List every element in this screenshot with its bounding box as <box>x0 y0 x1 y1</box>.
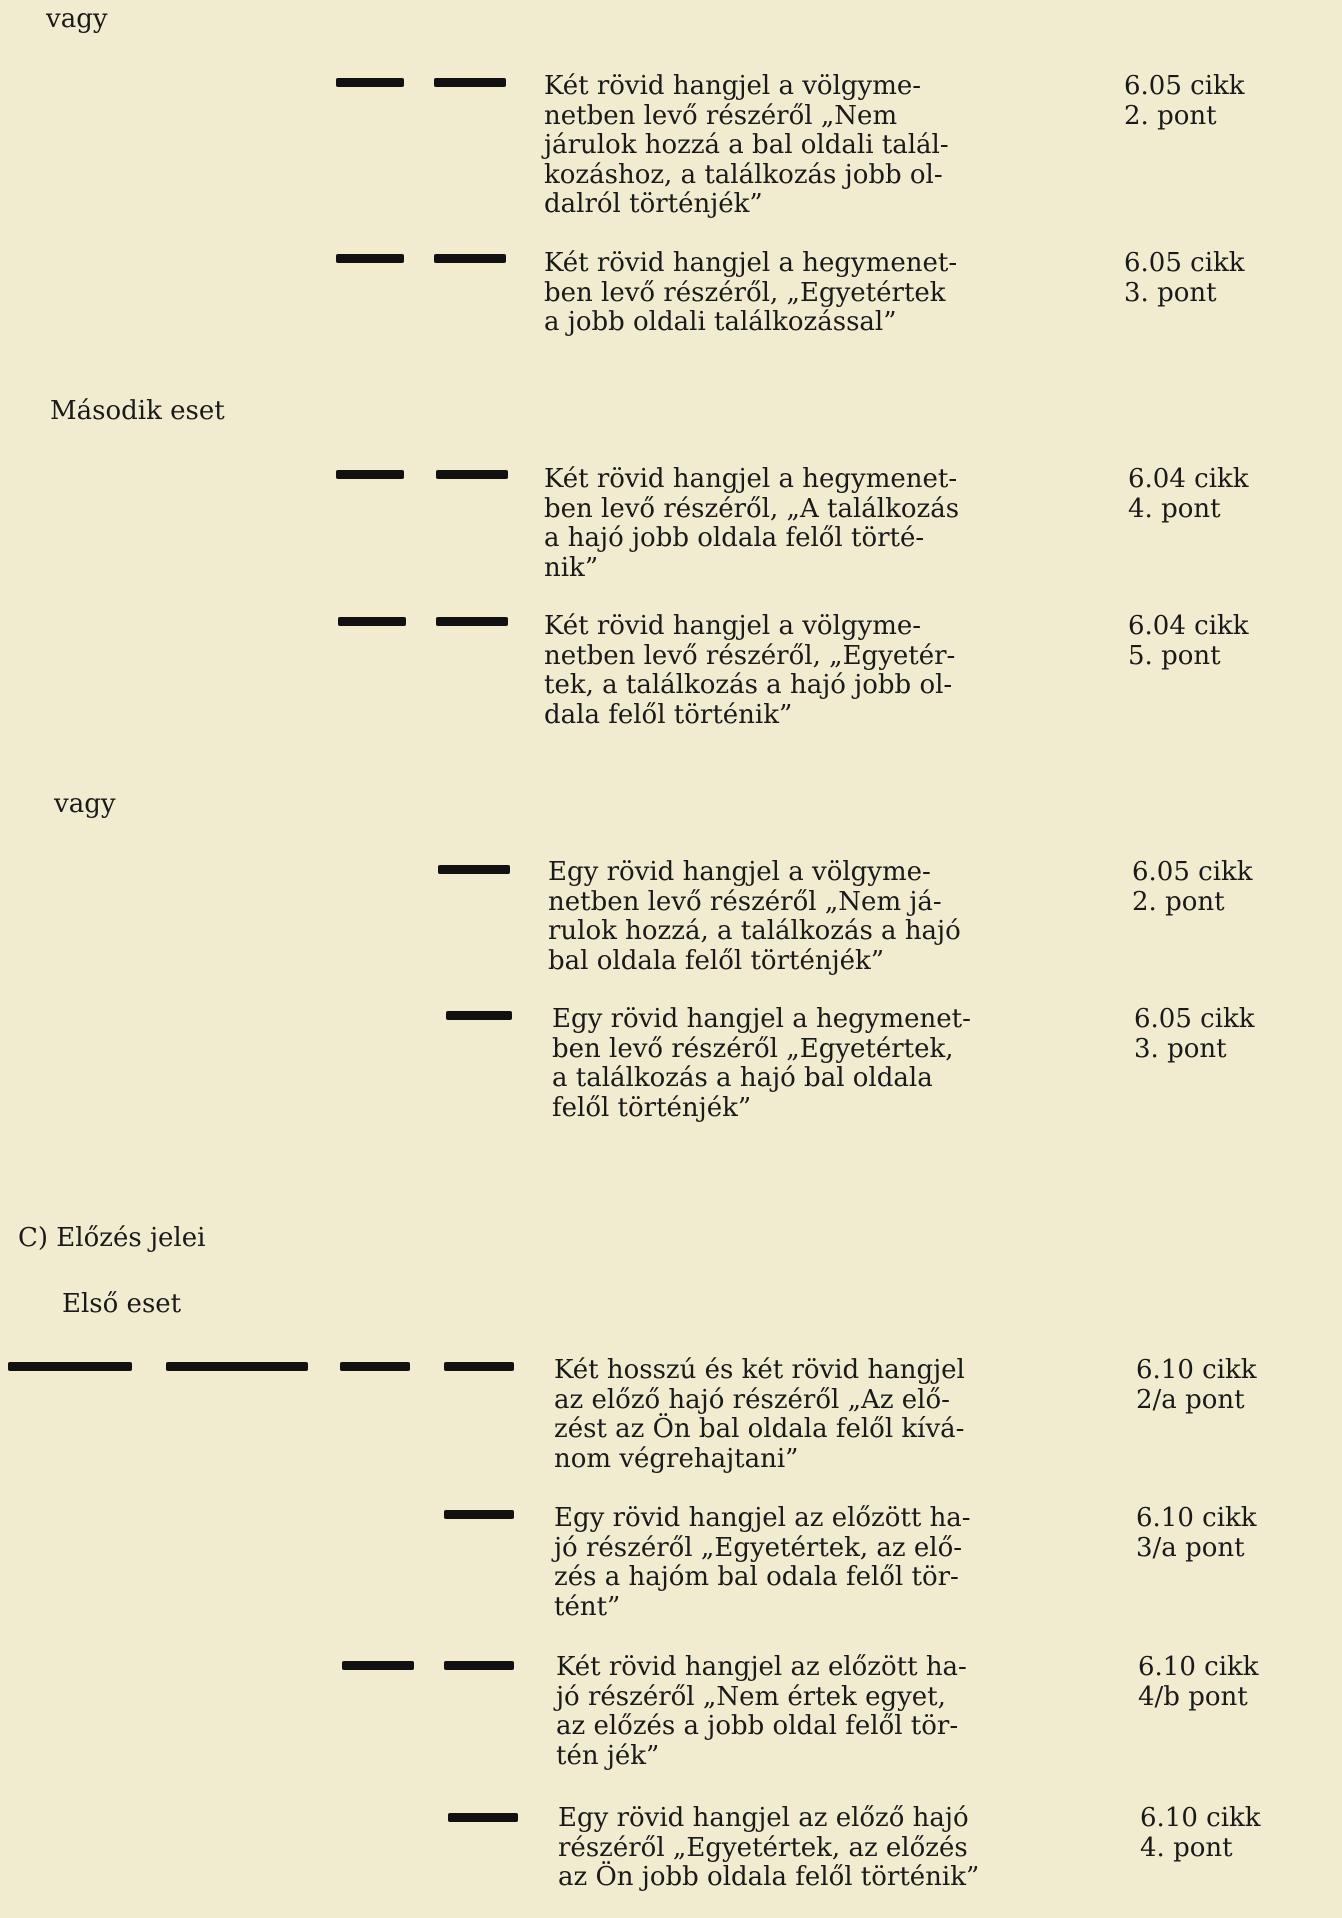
signal-description: Két rövid hangjel a hegymenet- ben levő részéről, „A találkozás a hajó jobb oldala felől törté- nik” <box>544 464 960 583</box>
signal-description: Egy rövid hangjel az előzött ha- jó részéről „Egyetértek, az elő- zés a hajóm bal odala felől tör- tént” <box>554 1503 971 1622</box>
short-signal-dash <box>338 617 406 626</box>
signal-description: Két rövid hangjel a völgyme- netben levő részéről „Nem járulok hozzá a bal oldali talál- kozáshoz, a találkozás jobb ol- dalról történjék” <box>544 71 949 219</box>
signal-description: Két rövid hangjel a hegymenet- ben levő részéről, „Egyetértek a jobb oldali találkozással” <box>544 248 958 337</box>
rule-reference: 6.10 cikk 2/a pont <box>1136 1355 1257 1415</box>
short-signal-dash <box>436 617 508 626</box>
signal-description: Két hosszú és két rövid hangjel az előző hajó részéről „Az elő- zést az Ön bal oldala felől kívá- nom végrehajtani” <box>554 1355 965 1474</box>
heading-elso-eset: Első eset <box>62 1289 182 1319</box>
heading-vagy-2: vagy <box>54 789 116 819</box>
short-signal-dash <box>448 1813 518 1822</box>
signal-description: Egy rövid hangjel a hegymenet- ben levő részéről „Egyetértek, a találkozás a hajó bal oldala felől történjék” <box>552 1004 971 1123</box>
signal-description: Két rövid hangjel az előzött ha- jó részéről „Nem értek egyet, az előzés a jobb oldal felől tör- tén jék” <box>556 1652 967 1771</box>
short-signal-dash <box>444 1661 514 1670</box>
short-signal-dash <box>336 78 404 87</box>
short-signal-dash <box>446 1011 512 1020</box>
short-signal-dash <box>436 470 508 479</box>
rule-reference: 6.05 cikk 2. pont <box>1132 857 1253 917</box>
short-signal-dash <box>444 1510 514 1519</box>
short-signal-dash <box>444 1362 514 1371</box>
short-signal-dash <box>336 254 404 263</box>
heading-masodik-eset: Második eset <box>50 396 225 426</box>
rule-reference: 6.10 cikk 4. pont <box>1140 1803 1261 1863</box>
long-signal-dash <box>166 1362 308 1371</box>
signal-description: Egy rövid hangjel az előző hajó részéről „Egyetértek, az előzés az Ön jobb oldala felől történik” <box>558 1803 980 1892</box>
signal-description: Két rövid hangjel a völgyme- netben levő részéről, „Egyetér- tek, a találkozás a hajó jobb ol- dala felől történik” <box>544 611 956 730</box>
long-signal-dash <box>8 1362 132 1371</box>
rule-reference: 6.04 cikk 4. pont <box>1128 464 1249 524</box>
rule-reference: 6.10 cikk 4/b pont <box>1138 1652 1259 1712</box>
short-signal-dash <box>336 470 404 479</box>
short-signal-dash <box>434 254 506 263</box>
short-signal-dash <box>438 865 510 874</box>
rule-reference: 6.10 cikk 3/a pont <box>1136 1503 1257 1563</box>
short-signal-dash <box>342 1661 414 1670</box>
rule-reference: 6.05 cikk 3. pont <box>1124 248 1245 308</box>
rule-reference: 6.04 cikk 5. pont <box>1128 611 1249 671</box>
heading-elozes-jelei: C) Előzés jelei <box>18 1223 206 1253</box>
rule-reference: 6.05 cikk 3. pont <box>1134 1004 1255 1064</box>
rule-reference: 6.05 cikk 2. pont <box>1124 71 1245 131</box>
short-signal-dash <box>434 78 506 87</box>
signal-description: Egy rövid hangjel a völgyme- netben levő részéről „Nem já- rulok hozzá, a találkozás a hajó bal oldala felől történjék” <box>548 857 961 976</box>
heading-vagy-1: vagy <box>46 4 108 34</box>
short-signal-dash <box>340 1362 410 1371</box>
